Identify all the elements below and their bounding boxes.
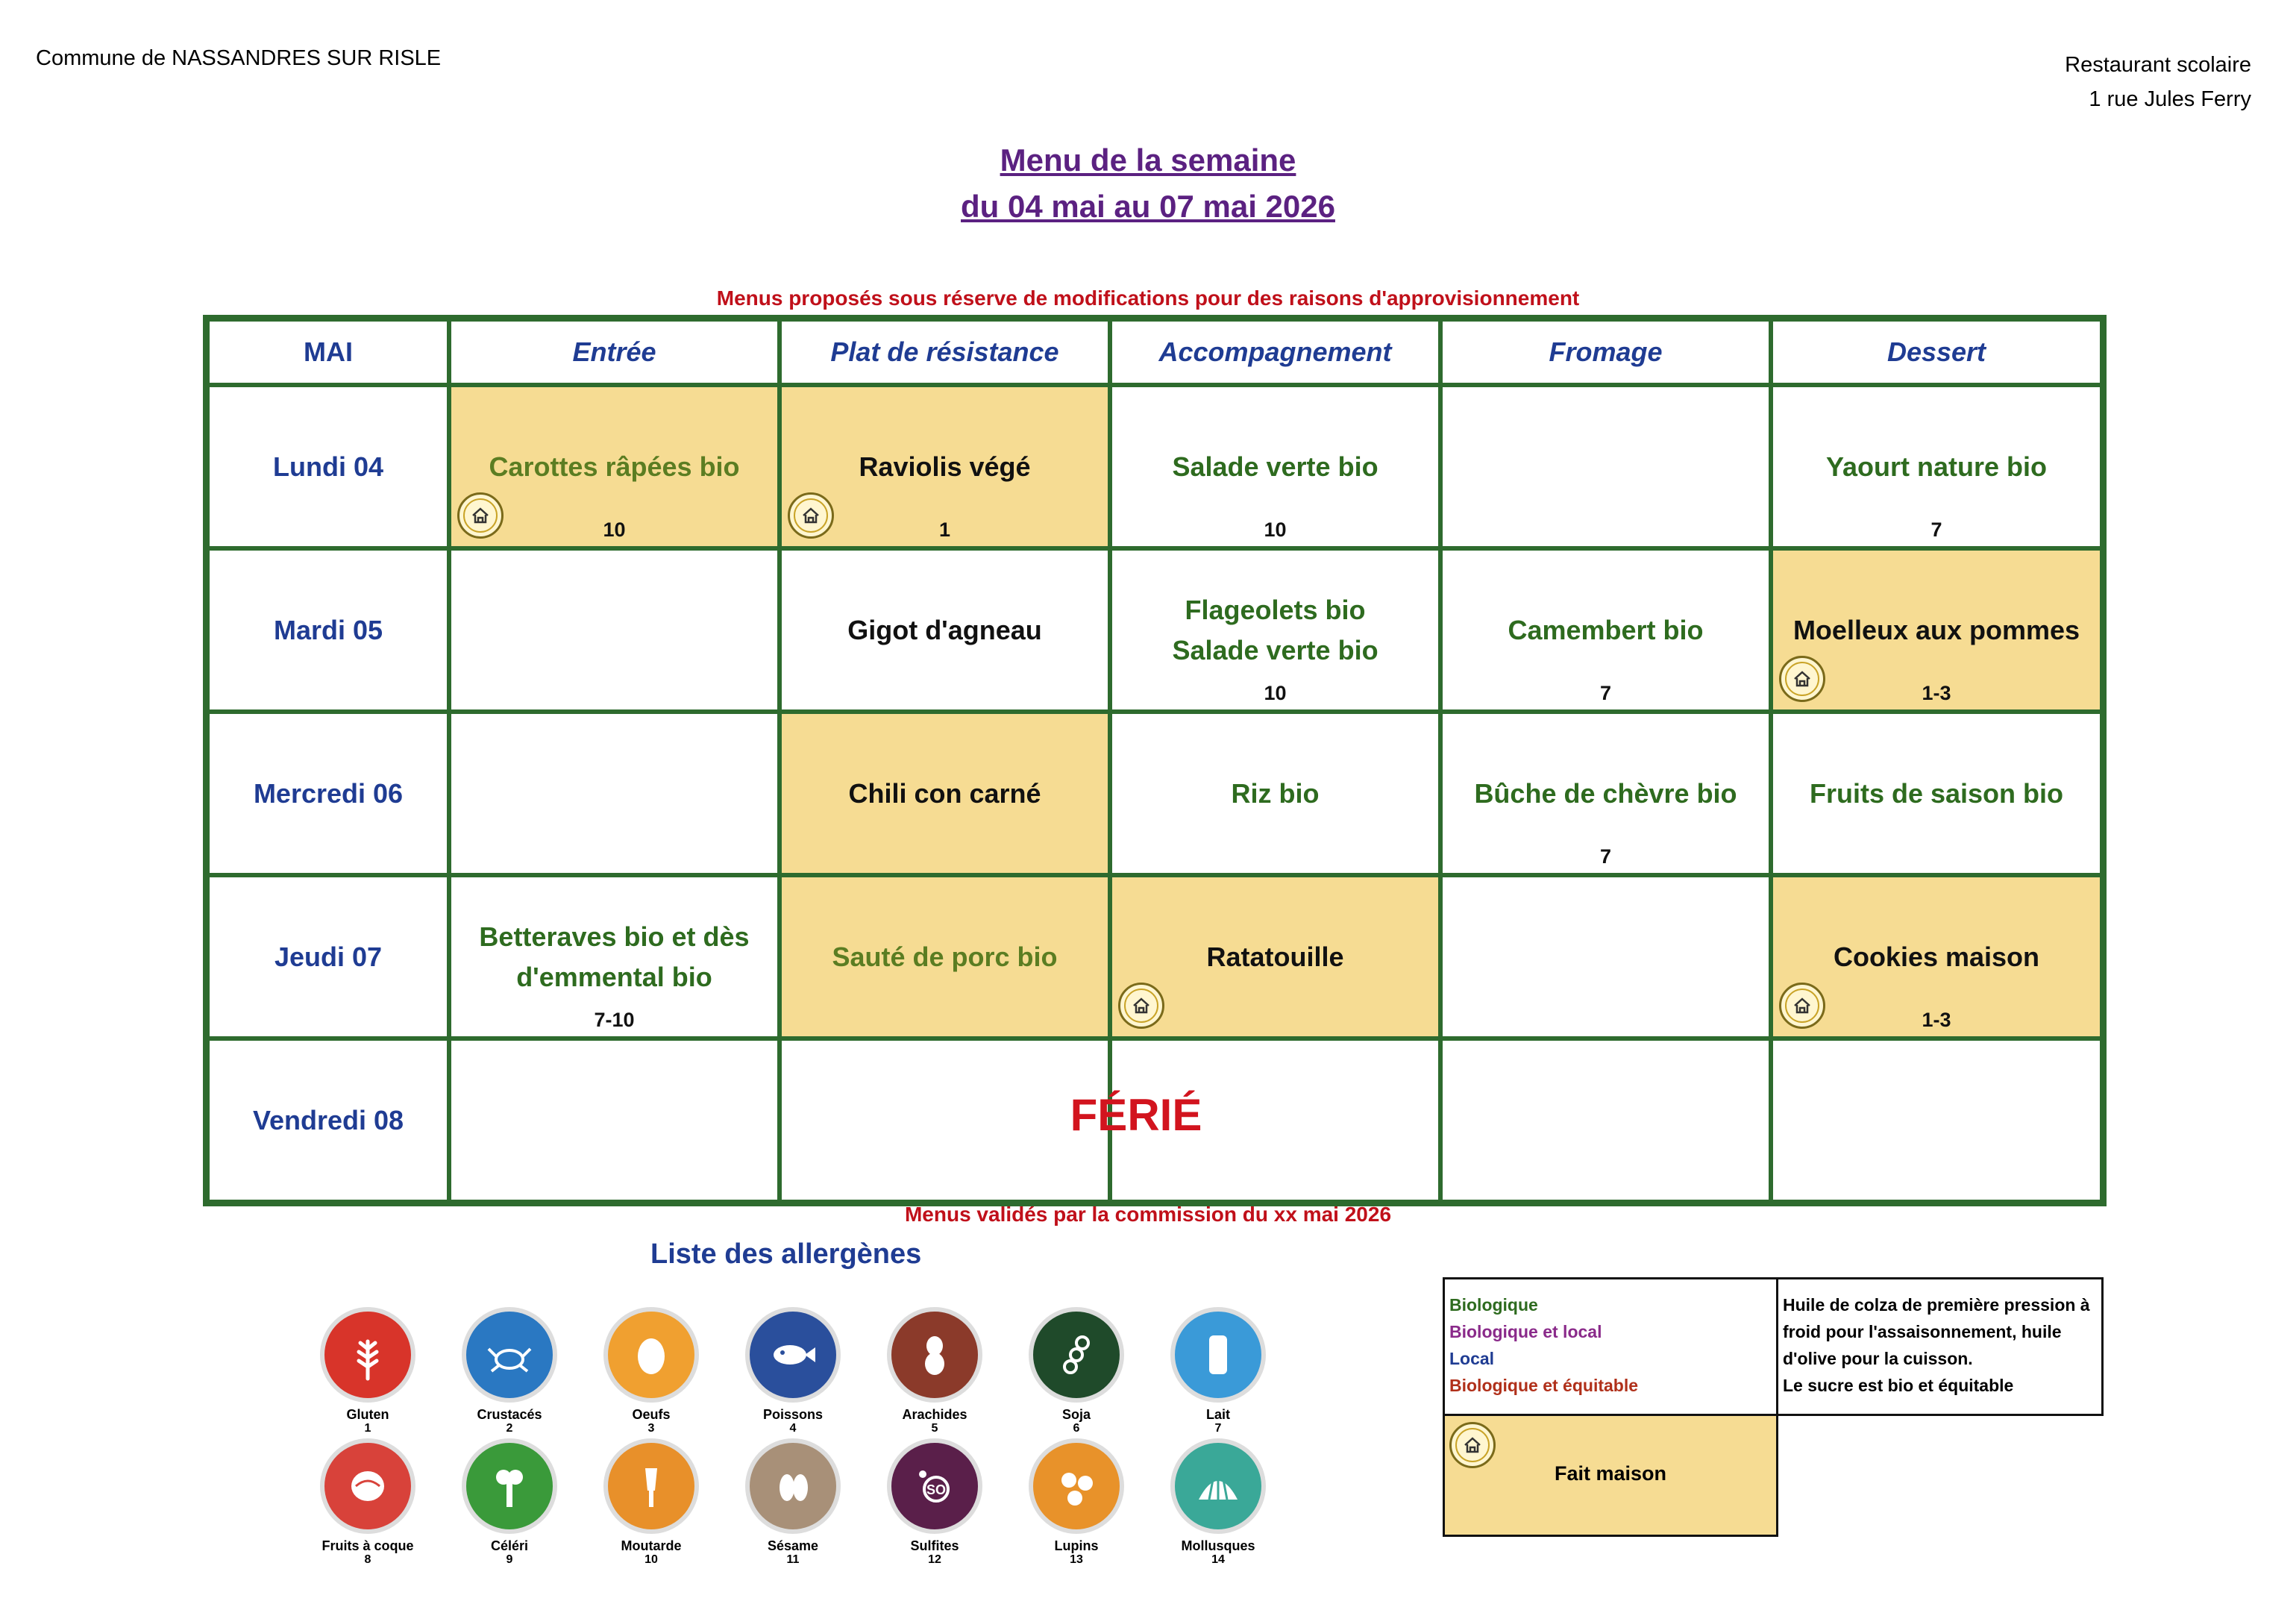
legend-bio-equitable: Biologique et équitable — [1449, 1376, 1639, 1395]
allergen-number: 4 — [789, 1422, 797, 1435]
dish-name: Fruits de saison bio — [1809, 777, 2064, 809]
menu-cell — [1771, 548, 2102, 712]
menu-cell — [1440, 712, 1771, 875]
dish-name: Yaourt nature bio — [1825, 451, 2048, 482]
menu-cell — [780, 385, 1110, 548]
allergen-item — [446, 1307, 573, 1435]
allergen-item — [446, 1438, 573, 1567]
header-month: MAI — [207, 319, 449, 385]
nut-icon — [320, 1438, 415, 1534]
allergen-number: 2 — [506, 1422, 513, 1435]
allergen-codes: 1-3 — [1922, 1009, 1951, 1031]
allergen-number: 12 — [928, 1553, 941, 1566]
allergen-number: 6 — [1073, 1422, 1080, 1435]
oil-note-line: d'olive pour la cuisson. — [1783, 1349, 1973, 1368]
menu-table — [203, 315, 2107, 1206]
allergen-name: Sésame — [767, 1538, 819, 1553]
allergen-codes: 7 — [1599, 682, 1612, 704]
dish-name: Salade verte bio — [1172, 451, 1378, 482]
menu-cell — [780, 875, 1110, 1038]
allergen-item — [871, 1438, 998, 1567]
holiday-cell — [780, 1038, 1110, 1202]
allergen-name: Mollusques — [1181, 1538, 1255, 1553]
allergen-item — [588, 1307, 715, 1435]
menu-cell — [1110, 712, 1440, 875]
allergen-item — [1013, 1438, 1140, 1567]
day-label: Jeudi 07 — [207, 875, 449, 1038]
allergen-item — [588, 1438, 715, 1567]
header-accompagnement: Accompagnement — [1110, 319, 1440, 385]
celery-icon — [462, 1438, 557, 1534]
allergen-number: 7 — [1214, 1422, 1222, 1435]
menu-cell — [1110, 875, 1440, 1038]
header-dessert: Dessert — [1771, 319, 2102, 385]
crab-icon — [462, 1307, 557, 1403]
menu-cell — [780, 548, 1110, 712]
legend-fait-maison — [1443, 1414, 1778, 1537]
fait-maison-icon — [1449, 1422, 1496, 1468]
allergen-name: Crustacés — [477, 1407, 542, 1422]
table-row — [207, 875, 2102, 1038]
menu-cell — [1110, 385, 1440, 548]
menu-cell — [1440, 875, 1771, 1038]
dish-name: Cookies maison — [1833, 941, 2040, 972]
dish-name: Sauté de porc bio — [832, 941, 1058, 972]
legend-colors — [1443, 1277, 1778, 1416]
supply-notice: Menus proposés sous réserve de modifications pour des raisons d'approvisionnement — [716, 286, 1580, 310]
allergen-number: 14 — [1211, 1553, 1225, 1566]
header-entree: Entrée — [449, 319, 780, 385]
allergen-codes: 1 — [938, 519, 951, 541]
allergen-name: Oeufs — [632, 1407, 671, 1422]
allergen-name: Soja — [1061, 1407, 1091, 1422]
oil-note-line: Le sucre est bio et équitable — [1783, 1376, 2014, 1395]
fait-maison-icon — [1118, 983, 1164, 1029]
fait-maison-label: Fait maison — [1554, 1462, 1667, 1485]
oil-note-line: froid pour l'assaisonnement, huile — [1783, 1322, 2062, 1341]
day-label: Mardi 05 — [207, 548, 449, 712]
table-header-row — [207, 319, 2102, 385]
dish-name: Carottes râpées bio — [489, 451, 740, 482]
allergen-name: Lupins — [1054, 1538, 1099, 1553]
allergen-number: 8 — [364, 1553, 371, 1566]
dish-name: Bûche de chèvre bio — [1474, 777, 1737, 809]
allergen-codes: 1-3 — [1922, 682, 1951, 704]
table-row — [207, 712, 2102, 875]
sulfite-icon — [887, 1438, 982, 1534]
allergen-item — [1155, 1307, 1282, 1435]
dish-name: Chili con carné — [848, 777, 1041, 809]
dish-name-2: Salade verte bio — [1172, 634, 1378, 665]
peanut-icon — [887, 1307, 982, 1403]
svg-text:SO: SO — [926, 1482, 947, 1497]
allergen-number: 11 — [786, 1553, 800, 1566]
dish-name: Camembert bio — [1508, 614, 1704, 645]
allergen-name: Arachides — [902, 1407, 967, 1422]
menu-cell — [449, 875, 780, 1038]
allergen-name: Moutarde — [621, 1538, 682, 1553]
menu-cell — [449, 548, 780, 712]
dish-name: Ratatouille — [1206, 941, 1344, 972]
allergen-item — [730, 1307, 856, 1435]
mustard-icon — [603, 1438, 699, 1534]
restaurant-address — [2065, 48, 2251, 116]
allergen-name: Fruits à coque — [321, 1538, 414, 1553]
holiday-cell — [1440, 1038, 1771, 1202]
day-label: Lundi 04 — [207, 385, 449, 548]
allergen-codes: 10 — [1264, 682, 1287, 704]
allergen-codes: 10 — [1264, 519, 1287, 541]
validation-note: Menus validés par la commission du xx mai 2026 — [904, 1203, 1392, 1226]
holiday-label: FÉRIÉ — [1070, 1090, 1202, 1140]
dish-name: Moelleux aux pommes — [1792, 614, 2080, 645]
menu-cell — [449, 385, 780, 548]
allergen-name: Lait — [1205, 1407, 1230, 1422]
allergens-title: Liste des allergènes — [650, 1238, 922, 1270]
dish-name: Raviolis végé — [859, 451, 1031, 482]
allergen-name: Sulfites — [910, 1538, 959, 1553]
menu-cell — [1771, 712, 2102, 875]
allergen-item — [304, 1307, 431, 1435]
menu-cell — [1440, 548, 1771, 712]
oil-note-line: Huile de colza de première pression à — [1783, 1295, 2090, 1315]
menu-cell — [1110, 548, 1440, 712]
soy-icon — [1029, 1307, 1124, 1403]
allergen-number: 3 — [647, 1422, 655, 1435]
legend-bio-local: Biologique et local — [1449, 1322, 1602, 1341]
dish-name: Gigot d'agneau — [847, 614, 1042, 645]
menu-cell — [1771, 875, 2102, 1038]
allergen-number: 1 — [364, 1422, 371, 1435]
sesame-icon — [745, 1438, 841, 1534]
allergen-name: Poissons — [762, 1407, 824, 1422]
allergen-item — [1013, 1307, 1140, 1435]
menu-cell — [1440, 385, 1771, 548]
table-row — [207, 548, 2102, 712]
allergen-codes: 7 — [1930, 519, 1942, 541]
allergen-number: 9 — [506, 1553, 513, 1566]
legend — [1443, 1277, 2104, 1537]
allergen-item — [1155, 1438, 1282, 1567]
dish-name: Betteraves bio et dès — [479, 921, 750, 952]
allergen-name: Gluten — [346, 1407, 389, 1422]
legend-local: Local — [1449, 1349, 1495, 1368]
holiday-cell — [449, 1038, 780, 1202]
legend-oil-note — [1776, 1277, 2104, 1416]
allergen-codes: 7-10 — [594, 1009, 635, 1031]
fish-icon — [745, 1307, 841, 1403]
dish-name-2: d'emmental bio — [516, 961, 712, 992]
egg-icon — [603, 1307, 699, 1403]
wheat-icon — [320, 1307, 415, 1403]
lupin-icon — [1029, 1438, 1124, 1534]
allergen-item — [871, 1307, 998, 1435]
restaurant-name: Restaurant scolaire — [2065, 53, 2251, 77]
menu-cell — [1771, 385, 2102, 548]
day-label: Mercredi 06 — [207, 712, 449, 875]
menu-title: Menu de la semaine — [1000, 142, 1296, 178]
allergen-number: 10 — [644, 1553, 658, 1566]
menu-dates: du 04 mai au 07 mai 2026 — [961, 189, 1335, 224]
allergen-item — [730, 1438, 856, 1567]
shell-icon — [1170, 1438, 1266, 1534]
allergen-codes: 7 — [1599, 845, 1612, 868]
menu-cell — [449, 712, 780, 875]
milk-icon — [1170, 1307, 1266, 1403]
allergen-number: 13 — [1070, 1553, 1083, 1566]
allergen-name: Céléri — [490, 1538, 529, 1553]
menu-cell — [780, 712, 1110, 875]
table-row — [207, 385, 2102, 548]
restaurant-street: 1 rue Jules Ferry — [2089, 87, 2251, 111]
holiday-cell — [1771, 1038, 2102, 1202]
legend-bio: Biologique — [1449, 1295, 1538, 1315]
allergen-item — [304, 1438, 431, 1567]
dish-name: Riz bio — [1231, 777, 1320, 809]
day-label: Vendredi 08 — [207, 1038, 449, 1202]
header-fromage: Fromage — [1440, 319, 1771, 385]
commune-name: Commune de NASSANDRES SUR RISLE — [36, 46, 442, 70]
header-plat: Plat de résistance — [780, 319, 1110, 385]
dish-name: Flageolets bio — [1185, 594, 1366, 625]
allergen-number: 5 — [931, 1422, 938, 1435]
allergen-codes: 10 — [603, 519, 626, 541]
